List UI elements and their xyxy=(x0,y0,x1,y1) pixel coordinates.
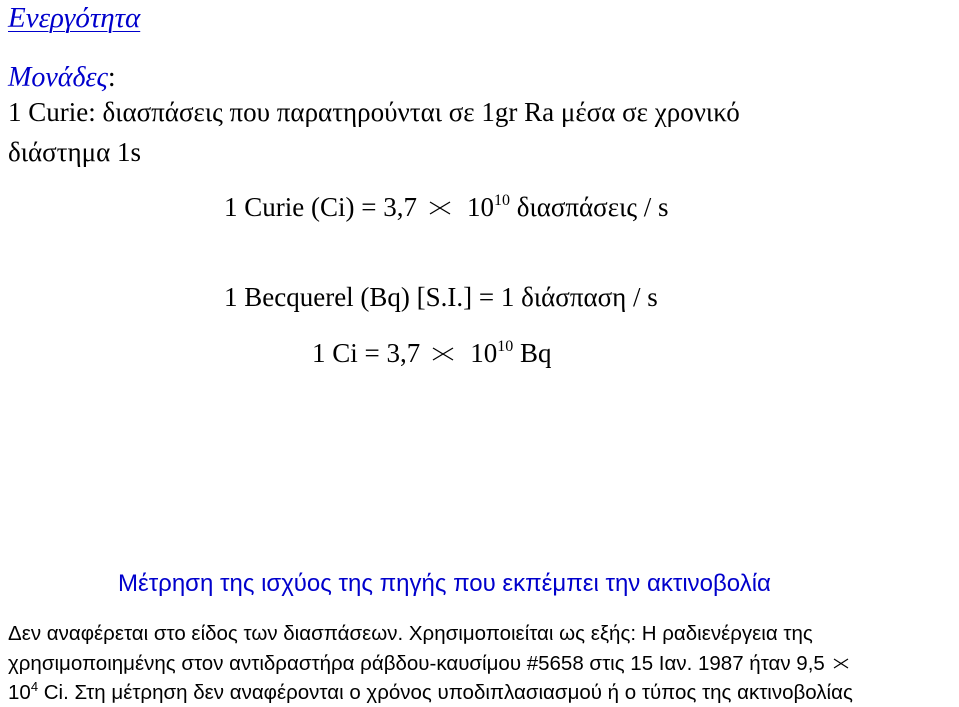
paragraph-line-1: Δεν αναφέρεται στο είδος των διασπάσεων. Χρησιμοποιείται ως εξής: Η ραδιενέργεια της xyxy=(8,622,813,645)
paragraph-line-3-exponent: 4 xyxy=(30,679,39,694)
formula-curie-right: διασπάσεις / s xyxy=(516,192,669,222)
units-colon: : xyxy=(107,62,116,93)
formula-becquerel: 1 Becquerel (Bq) [S.I.] = 1 διάσπαση / s xyxy=(224,282,658,312)
paragraph-line-3 xyxy=(8,681,853,705)
formula-curie-base: 10 xyxy=(466,192,494,222)
units-label-text: Μονάδες xyxy=(8,62,108,93)
formula-ci-bq-base: 10 xyxy=(470,338,498,368)
paragraph-line-2-text: χρησιμοποιημένης στον αντιδραστήρα ράβδου-καυσίμου #5658 στις 15 Ιαν. 1987 ήταν 9,5 xyxy=(8,652,825,675)
formula-curie-exponent: 10 xyxy=(493,192,510,209)
paragraph-line-3-base: 10 xyxy=(8,681,31,704)
formula-ci-bq-left: 1 Ci = 3,7 xyxy=(312,338,421,368)
multiply-icon xyxy=(429,201,451,215)
curie-definition-line-1: 1 Curie: διασπάσεις που παρατηρούνται σε 1gr Ra μέσα σε χρονικό xyxy=(8,97,740,127)
multiply-icon xyxy=(432,347,454,361)
multiply-icon xyxy=(833,658,849,669)
formula-curie xyxy=(224,192,669,223)
formula-ci-bq-right: Bq xyxy=(520,338,552,368)
paragraph-line-2 xyxy=(8,652,853,676)
curie-definition-line-2: διάστημα 1s xyxy=(8,137,142,167)
formula-ci-bq xyxy=(312,338,552,369)
measurement-heading: Μέτρηση της ισχύος της πηγής που εκπέμπει την ακτινοβολία xyxy=(118,570,771,597)
page-title: Ενεργότητα xyxy=(8,2,141,34)
paragraph-line-3-rest: Ci. Στη μέτρηση δεν αναφέρονται ο χρόνος υποδιπλασιασμού ή ο τύπος της ακτινοβολίας xyxy=(38,681,853,704)
formula-curie-left: 1 Curie (Ci) = 3,7 xyxy=(224,192,417,222)
formula-ci-bq-exponent: 10 xyxy=(497,338,514,355)
units-label xyxy=(8,62,116,94)
